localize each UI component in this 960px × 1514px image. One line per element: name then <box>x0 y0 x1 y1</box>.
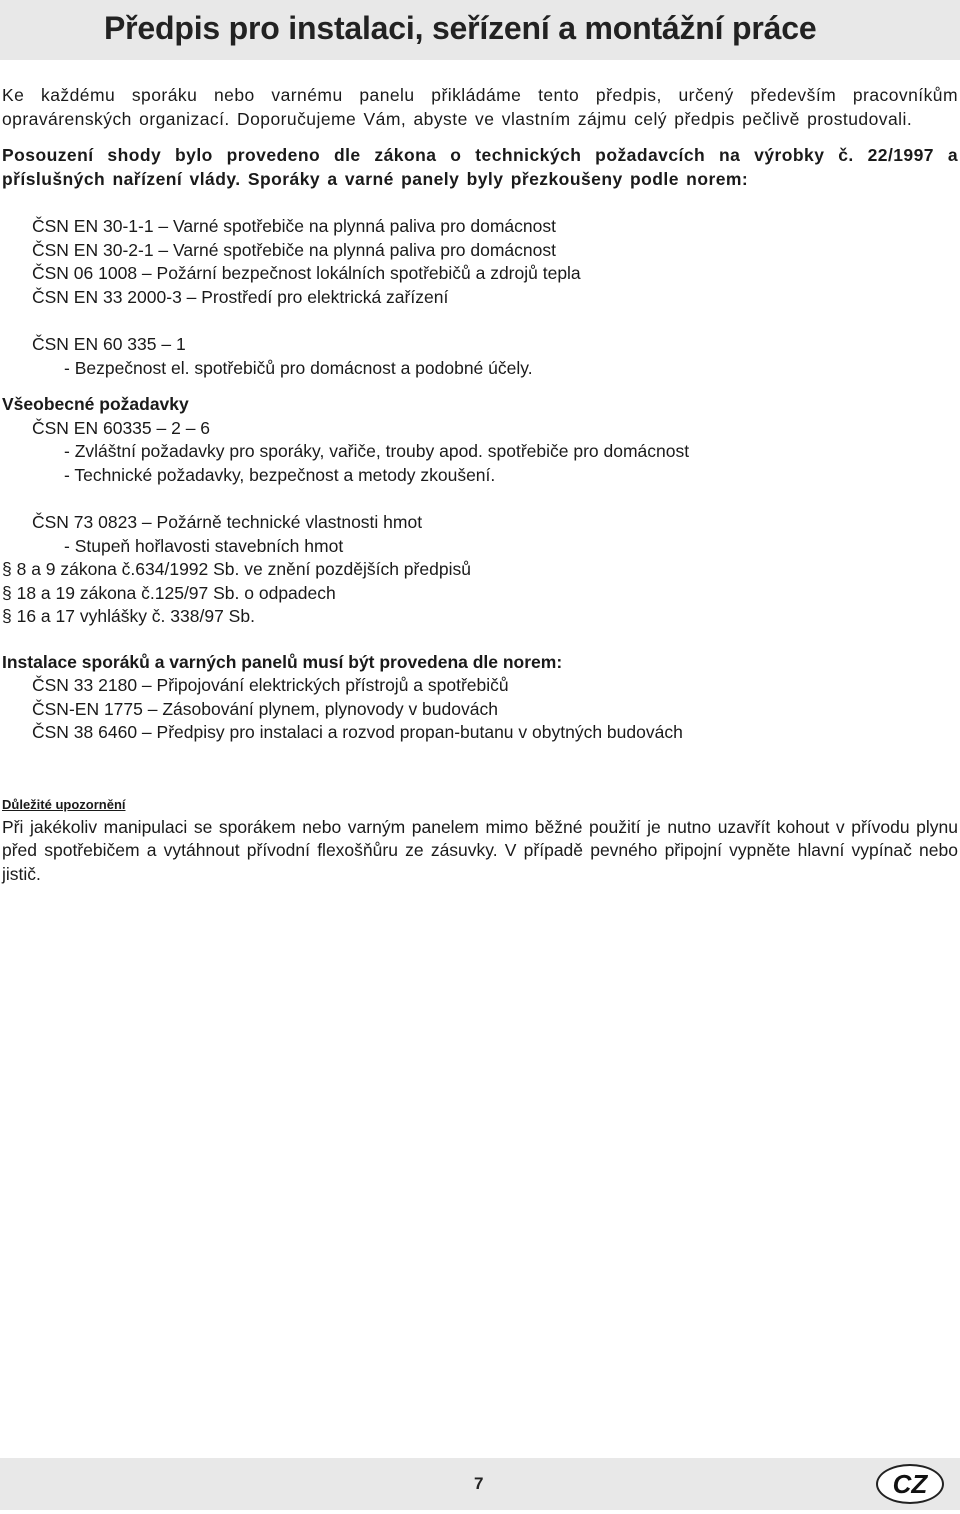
intro-paragraph: Ke každému sporáku nebo varnému panelu přikládáme tento předpis, určený především pracovníkům opravárenských organizací. Doporučujeme Vám, abyste ve vlastním zájmu celý předpis pečlivě prostudovali. <box>2 85 958 129</box>
general-requirements-heading: Všeobecné požadavky <box>2 394 189 414</box>
title-bar <box>0 0 960 60</box>
page-title: Předpis pro instalaci, seřízení a montážní práce <box>104 10 817 46</box>
conformity-statement: Posouzení shody bylo provedeno dle zákona o technických požadavcích na výrobky č. 22/1997 a příslušných nařízení vlády. <box>2 145 958 189</box>
norm-item: ČSN EN 30-1-1 – Varné spotřebiče na plynná paliva pro domácnost <box>32 216 556 236</box>
law-item: § 8 a 9 zákona č.634/1992 Sb. ve znění pozdějších předpisů <box>2 559 471 579</box>
notice-text: Při jakékoliv manipulaci se sporákem nebo varným panelem mimo běžné použití je nutno uzavřít kohout v přívodu plynu před spotřebičem a vytáhnout přívodní flexošňůru ze zásuvky. V případě pevného připojní vypněte hlavní vypínač nebo jistič. <box>2 816 958 884</box>
norm-item: ČSN EN 30-2-1 – Varné spotřebiče na plynná paliva pro domácnost <box>32 239 556 260</box>
norm-item: ČSN EN 33 2000-3 – Prostředí pro elektrická zařízení <box>32 286 449 307</box>
norm-73-0823-code: ČSN 73 0823 – Požárně technické vlastnosti hmot <box>32 512 423 532</box>
installation-list <box>2 674 958 745</box>
installation-norm-item: ČSN 38 6460 – Předpisy pro instalaci a rozvod propan-butanu v obytných budovách <box>32 722 683 742</box>
conformity-paragraph <box>2 144 958 191</box>
norm-item: ČSN 06 1008 – Požární bezpečnost lokálních spotřebičů a zdrojů tepla <box>32 263 581 283</box>
norm-60335-2-6-code: ČSN EN 60335 – 2 – 6 <box>32 417 211 438</box>
installation-heading: Instalace sporáků a varných panelů musí být provedena dle norem: <box>2 651 563 672</box>
page-number: 7 <box>474 1474 484 1493</box>
norms-intro: Sporáky a varné panely byly přezkoušeny podle norem: <box>247 168 749 189</box>
document-body <box>2 84 958 886</box>
language-badge: CZ <box>876 1464 944 1504</box>
installation-norm-item: ČSN 33 2180 – Připojování elektrických přístrojů a spotřebičů <box>32 675 509 695</box>
norm-60335-1-code: ČSN EN 60 335 – 1 <box>32 334 186 354</box>
general-requirement-item: - Technické požadavky, bezpečnost a metody zkoušení. <box>64 464 496 485</box>
norm-73-0823-desc: - Stupeň hořlavosti stavebních hmot <box>64 535 344 556</box>
general-requirement-item: - Zvláštní požadavky pro sporáky, vařiče, trouby apod. spotřebiče pro domácnost <box>64 441 690 461</box>
footer-bar <box>0 1458 960 1510</box>
notice-heading: Důležité upozornění <box>2 796 126 812</box>
law-item: § 18 a 19 zákona č.125/97 Sb. o odpadech <box>2 582 336 603</box>
law-item: § 16 a 17 vyhlášky č. 338/97 Sb. <box>2 606 255 626</box>
norm-60335-1-desc: - Bezpečnost el. spotřebičů pro domácnost a podobné účely. <box>64 357 533 378</box>
installation-norm-item: ČSN-EN 1775 – Zásobování plynem, plynovody v budovách <box>32 698 498 719</box>
norms-list <box>2 215 958 309</box>
laws-list <box>2 558 958 629</box>
